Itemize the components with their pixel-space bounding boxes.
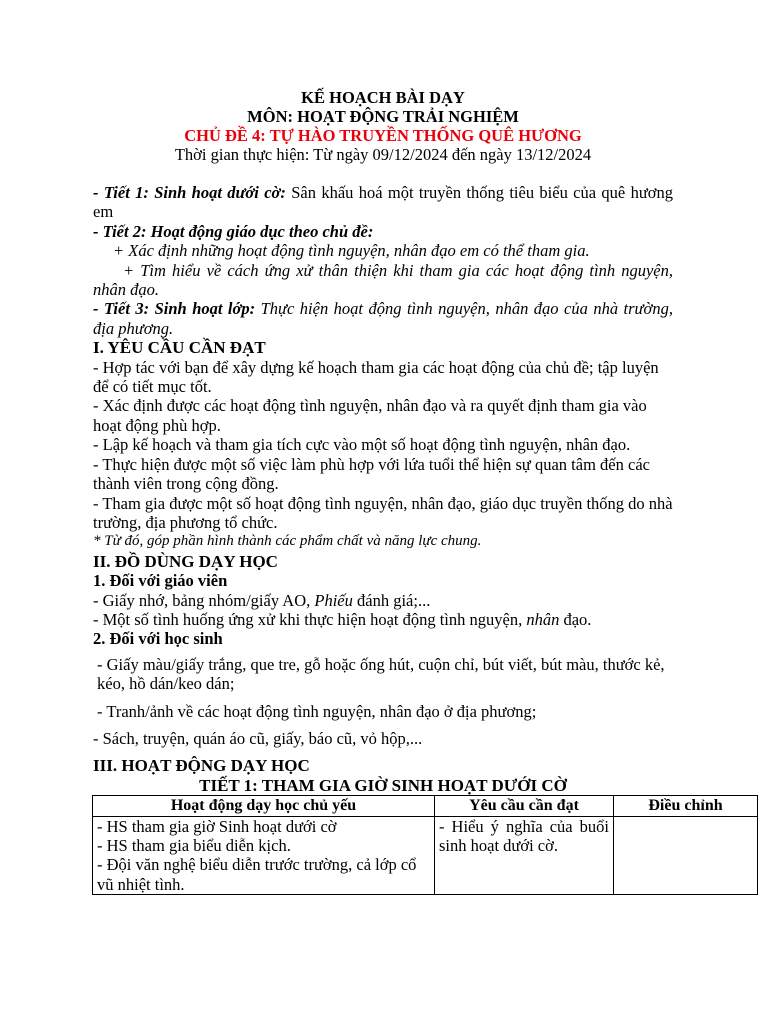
tiet-2-label: - Tiết 2: Hoạt động giáo dục theo chủ đề: (93, 221, 374, 241)
teacher-item-1 (93, 591, 673, 610)
student-item-3: - Sách, truyện, quán áo cũ, giấy, báo cũ, vỏ hộp,... (93, 728, 423, 748)
list-item: - Xác định được các hoạt động tình nguyện, nhân đạo và ra quyết định tham gia vào hoạt động phù hợp. (93, 396, 647, 435)
list-item: - Lập kế hoạch và tham gia tích cực vào một số hoạt động tình nguyện, nhân đạo. (93, 435, 631, 455)
tiet-3-label: - Tiết 3: Sinh hoạt lớp: (93, 299, 256, 319)
section-1-list (93, 358, 673, 533)
table-header-row (93, 796, 758, 816)
text-run: - Một số tình huống ứng xử khi thực hiện hoạt động tình nguyện, (93, 609, 527, 629)
tiet-1-text: Sân khấu hoá một truyền thống tiêu biểu của quê hương em (93, 183, 674, 222)
student-subheading: 2. Đối với học sinh (93, 629, 223, 649)
section-3-heading: III. HOẠT ĐỘNG DẠY HỌC (93, 756, 310, 776)
column-header: Điều chỉnh (614, 796, 758, 816)
section-1-note: * Từ đó, góp phần hình thành các phẩm chất và năng lực chung. (93, 533, 482, 550)
document-title: KẾ HOẠCH BÀI DẠY (301, 88, 465, 107)
tiet-3 (93, 299, 673, 338)
table-row (93, 816, 758, 895)
activity-line: - Đội văn nghệ biểu diễn trước trường, cả lớp cổ vũ nhiệt tình. (97, 855, 417, 894)
text-run: - Giấy nhớ, bảng nhóm/giấy AO, (93, 590, 315, 610)
activity-line: - HS tham gia biểu diễn kịch. (97, 836, 291, 855)
list-item: - Tham gia được một số hoạt động tình nguyện, nhân đạo, giáo dục truyền thống do nhà trường, địa phương tổ chức. (93, 493, 673, 532)
topic-line: CHỦ ĐỀ 4: TỰ HÀO TRUYỀN THỐNG QUÊ HƯƠNG (184, 126, 582, 145)
text-run: Phiếu (314, 590, 353, 610)
document-header (93, 88, 673, 164)
teacher-subheading: 1. Đối với giáo viên (93, 571, 228, 591)
tiet-2-item-2: + Tìm hiểu về cách ứng xử thân thiện khi tham gia các hoạt động tình nguyện, nhân đạo. (93, 260, 673, 300)
text-run: đánh giá;... (352, 590, 431, 610)
text-run: nhân (526, 609, 560, 629)
tiet-3-text: Thực hiện hoạt động tình nguyện, nhân đạo của nhà trường, địa phương. (93, 299, 673, 338)
activities-cell (93, 816, 435, 895)
requirement-cell: - Hiểu ý nghĩa của buổi sinh hoạt dưới cờ. (435, 816, 614, 895)
table-title: TIẾT 1: THAM GIA GIỜ SINH HOẠT DƯỚI CỜ (199, 775, 567, 795)
subject-line: MÔN: HOẠT ĐỘNG TRẢI NGHIỆM (247, 107, 519, 126)
teacher-item-2 (93, 610, 673, 629)
time-line: Thời gian thực hiện: Từ ngày 09/12/2024 đến ngày 13/12/2024 (174, 145, 592, 164)
section-2-heading: II. ĐỒ DÙNG DẠY HỌC (93, 551, 278, 571)
list-item: - Thực hiện được một số việc làm phù hợp với lứa tuổi thể hiện sự quan tâm đến các thành viên trong cộng đồng. (93, 454, 650, 494)
tiet-1-label: - Tiết 1: Sinh hoạt dưới cờ: (93, 183, 286, 202)
activity-table (92, 795, 758, 895)
section-1-heading: I. YÊU CẦU CẦN ĐẠT (93, 338, 266, 358)
document-body (93, 183, 723, 894)
tiet-1 (93, 183, 673, 222)
column-header: Yêu cầu cần đạt (435, 796, 614, 816)
activity-line: - HS tham gia giờ Sinh hoạt dưới cờ (97, 816, 337, 836)
column-header: Hoạt động dạy học chủ yếu (93, 796, 435, 816)
student-item-2: - Tranh/ảnh về các hoạt động tình nguyện, nhân đạo ở địa phương; (97, 701, 537, 721)
tiet-2-item-1: + Xác định những hoạt động tình nguyện, nhân đạo em có thể tham gia. (113, 241, 590, 261)
student-item-1: - Giấy màu/giấy trắng, que tre, gỗ hoặc ống hút, cuộn chỉ, bút viết, bút màu, thước kẻ, kéo, hồ dán/keo dán; (97, 654, 665, 694)
adjustment-cell (614, 816, 758, 895)
list-item: - Hợp tác với bạn để xây dựng kế hoạch tham gia các hoạt động của chủ đề; tập luyện để có tiết mục tốt. (93, 357, 659, 397)
text-run: đạo. (559, 609, 592, 629)
